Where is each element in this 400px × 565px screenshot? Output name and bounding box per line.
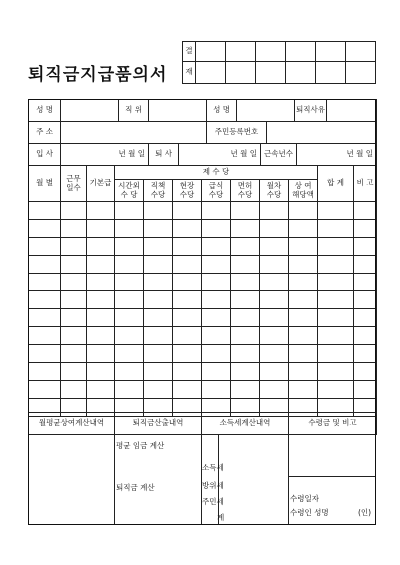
summary-header: 월평균상여계산내역 [29, 413, 115, 435]
header-workdays [61, 166, 87, 202]
avg-wage-label: 평균 임금 계산 [116, 441, 165, 450]
table-row [29, 202, 377, 220]
pay-cell[interactable] [231, 219, 260, 237]
approval-cell[interactable] [346, 42, 376, 62]
pay-cell[interactable] [61, 219, 87, 237]
pay-cell[interactable] [87, 255, 115, 273]
field-reason[interactable] [327, 100, 377, 122]
pay-cell[interactable] [260, 327, 289, 345]
pay-cell[interactable] [115, 309, 144, 327]
header-allowance [173, 180, 202, 202]
pay-cell[interactable] [289, 309, 318, 327]
pay-cell[interactable] [289, 255, 318, 273]
header-note: 비 고 [354, 166, 377, 202]
pay-cell[interactable] [318, 291, 354, 309]
header-base: 기본급 [87, 166, 115, 202]
pay-cell[interactable] [87, 202, 115, 220]
pay-cell[interactable] [87, 237, 115, 255]
tax-resident: 주민세 [202, 497, 224, 506]
pay-cell[interactable] [231, 255, 260, 273]
summary-header-table [28, 412, 377, 435]
pay-cell[interactable] [144, 291, 173, 309]
pay-cell[interactable] [318, 363, 354, 381]
header-allowance-text: 면허 수당 [237, 181, 253, 199]
header-allowance-text: 상 여 해당액 [292, 181, 314, 199]
pay-cell[interactable] [29, 309, 61, 327]
field-address[interactable] [61, 122, 207, 144]
table-row [29, 309, 377, 327]
label-address: 주 소 [29, 122, 61, 144]
pay-cell[interactable] [173, 255, 202, 273]
pay-cell[interactable] [61, 309, 87, 327]
pay-cell[interactable] [61, 327, 87, 345]
header-allowance [144, 180, 173, 202]
approval-cell[interactable] [226, 62, 256, 84]
pay-cell[interactable] [87, 219, 115, 237]
approval-cell[interactable] [316, 62, 346, 84]
pay-cell[interactable] [354, 345, 377, 363]
table-row [29, 345, 377, 363]
pay-cell[interactable] [202, 309, 231, 327]
label-reason: 퇴직사유 [295, 100, 327, 122]
pay-cell[interactable] [29, 219, 61, 237]
divider [288, 434, 289, 525]
receipt-date-label: 수령일자 [290, 494, 319, 503]
pay-cell[interactable] [87, 363, 115, 381]
address-table [28, 121, 377, 144]
header-allowance [115, 180, 144, 202]
pay-cell[interactable] [318, 255, 354, 273]
pay-cell[interactable] [173, 273, 202, 291]
pay-cell[interactable] [260, 345, 289, 363]
summary-header: 수령금 및 비고 [289, 413, 377, 435]
pay-cell[interactable] [115, 327, 144, 345]
field-position[interactable] [149, 100, 207, 122]
pay-cell[interactable] [202, 237, 231, 255]
pay-cell[interactable] [29, 202, 61, 220]
approval-cell[interactable] [226, 42, 256, 62]
dates-table [28, 143, 377, 166]
pay-cell[interactable] [260, 237, 289, 255]
seal-mark: (인) [358, 508, 372, 517]
approval-table [182, 41, 376, 84]
pay-cell[interactable] [260, 291, 289, 309]
tax-total: 계 [217, 513, 225, 522]
pay-cell[interactable] [289, 219, 318, 237]
pay-cell[interactable] [144, 273, 173, 291]
field-name[interactable] [61, 100, 119, 122]
summary-header: 퇴직금산출내역 [115, 413, 202, 435]
pay-cell[interactable] [144, 202, 173, 220]
table-row [29, 273, 377, 291]
approval-cell[interactable] [196, 62, 226, 84]
pay-cell[interactable] [29, 237, 61, 255]
pay-cell[interactable] [231, 380, 260, 398]
pay-cell[interactable] [202, 273, 231, 291]
pay-cell[interactable] [260, 219, 289, 237]
pay-cell[interactable] [318, 345, 354, 363]
label-name2: 성 명 [207, 100, 237, 122]
header-allowance-text: 월차 수당 [266, 181, 282, 199]
pay-cell[interactable] [354, 380, 377, 398]
header-allowance [231, 180, 260, 202]
approval-cell[interactable] [286, 42, 316, 62]
table-row [29, 219, 377, 237]
pay-cell[interactable] [173, 380, 202, 398]
pay-cell[interactable] [231, 327, 260, 345]
pay-cell[interactable] [260, 363, 289, 381]
label-position: 직 위 [119, 100, 149, 122]
pay-cell[interactable] [144, 345, 173, 363]
pay-table [28, 165, 377, 417]
pay-cell[interactable] [318, 219, 354, 237]
pay-cell[interactable] [87, 380, 115, 398]
pay-cell[interactable] [289, 380, 318, 398]
pay-cell[interactable] [61, 291, 87, 309]
pay-cell[interactable] [202, 327, 231, 345]
pay-cell[interactable] [61, 255, 87, 273]
pay-cell[interactable] [231, 309, 260, 327]
pay-cell[interactable] [354, 202, 377, 220]
pay-cell[interactable] [144, 237, 173, 255]
pay-cell[interactable] [354, 291, 377, 309]
approval-cell[interactable] [286, 62, 316, 84]
pay-cell[interactable] [173, 345, 202, 363]
pay-cell[interactable] [144, 327, 173, 345]
pay-cell[interactable] [115, 345, 144, 363]
table-row [29, 363, 377, 381]
pay-cell[interactable] [318, 380, 354, 398]
pay-cell[interactable] [260, 255, 289, 273]
label-years: 근속년수 [261, 144, 297, 166]
label-name: 성 명 [29, 100, 61, 122]
pay-cell[interactable] [144, 309, 173, 327]
approval-cell[interactable] [256, 42, 286, 62]
label-join: 입 사 [29, 144, 61, 166]
table-row [29, 291, 377, 309]
approval-cell[interactable] [196, 42, 226, 62]
pay-cell[interactable] [87, 345, 115, 363]
tax-defense: 방위세 [202, 481, 224, 490]
pay-cell[interactable] [289, 273, 318, 291]
pay-cell[interactable] [115, 363, 144, 381]
pay-cell[interactable] [318, 327, 354, 345]
tax-income: 소득세 [202, 463, 224, 472]
pay-cell[interactable] [289, 327, 318, 345]
field-leave-date[interactable]: 년 월 일 [179, 144, 261, 166]
pay-cell[interactable] [202, 380, 231, 398]
pay-cell[interactable] [115, 237, 144, 255]
pay-cell[interactable] [260, 309, 289, 327]
receiver-label: 수령인 성명 [290, 508, 329, 517]
table-row [29, 255, 377, 273]
pay-cell[interactable] [231, 237, 260, 255]
pay-cell[interactable] [173, 237, 202, 255]
pay-cell[interactable] [260, 273, 289, 291]
summary-body [28, 434, 376, 525]
pay-cell[interactable] [318, 202, 354, 220]
summary-header: 소득세계산내역 [202, 413, 289, 435]
pay-cell[interactable] [61, 345, 87, 363]
approval-cell[interactable] [256, 62, 286, 84]
divider [114, 434, 115, 525]
header-allowance [289, 180, 318, 202]
header-allowance-text: 급식 수당 [208, 181, 224, 199]
header-allowance-text: 현장 수당 [179, 181, 195, 199]
pay-cell[interactable] [61, 237, 87, 255]
table-row [29, 327, 377, 345]
field-rrn[interactable] [267, 122, 377, 144]
info-table [28, 99, 377, 122]
table-row [29, 380, 377, 398]
pay-cell[interactable] [354, 363, 377, 381]
approval-cell[interactable] [346, 62, 376, 84]
pay-cell[interactable] [144, 380, 173, 398]
field-join-date[interactable]: 년 월 일 [61, 144, 149, 166]
pay-cell[interactable] [354, 237, 377, 255]
header-allowance-text: 시간외 수 당 [118, 181, 140, 199]
pay-cell[interactable] [231, 363, 260, 381]
pay-cell[interactable] [354, 255, 377, 273]
pay-cell[interactable] [87, 327, 115, 345]
pay-cell[interactable] [87, 273, 115, 291]
pay-cell[interactable] [144, 255, 173, 273]
pay-cell[interactable] [318, 237, 354, 255]
document-title: 퇴직금지급품의서 [28, 65, 168, 85]
pay-cell[interactable] [144, 219, 173, 237]
pay-cell[interactable] [354, 219, 377, 237]
pay-cell[interactable] [289, 202, 318, 220]
pay-cell[interactable] [61, 380, 87, 398]
severance-calc-label: 퇴직금 계산 [116, 483, 155, 492]
pay-cell[interactable] [231, 345, 260, 363]
pay-cell[interactable] [318, 273, 354, 291]
approval-cell[interactable] [316, 42, 346, 62]
pay-cell[interactable] [144, 363, 173, 381]
pay-cell[interactable] [354, 327, 377, 345]
pay-cell[interactable] [202, 202, 231, 220]
pay-cell[interactable] [231, 202, 260, 220]
pay-cell[interactable] [87, 309, 115, 327]
field-years[interactable]: 년 월 일 [297, 144, 377, 166]
approval-label-top: 결 [183, 42, 196, 62]
pay-cell[interactable] [29, 291, 61, 309]
label-leave: 퇴 사 [149, 144, 179, 166]
pay-cell[interactable] [260, 380, 289, 398]
pay-cell[interactable] [173, 309, 202, 327]
header-month: 월 별 [29, 166, 61, 202]
divider [288, 476, 376, 477]
pay-cell[interactable] [202, 363, 231, 381]
pay-cell[interactable] [202, 219, 231, 237]
header-workdays-text: 근무 일수 [66, 174, 81, 192]
pay-cell[interactable] [29, 327, 61, 345]
pay-cell[interactable] [202, 345, 231, 363]
pay-cell[interactable] [173, 219, 202, 237]
label-rrn: 주민등록번호 [207, 122, 267, 144]
pay-cell[interactable] [61, 273, 87, 291]
pay-cell[interactable] [29, 380, 61, 398]
pay-cell[interactable] [173, 202, 202, 220]
pay-cell[interactable] [115, 380, 144, 398]
pay-cell[interactable] [29, 345, 61, 363]
pay-cell[interactable] [289, 291, 318, 309]
pay-cell[interactable] [289, 345, 318, 363]
pay-cell[interactable] [29, 255, 61, 273]
header-allowance [260, 180, 289, 202]
pay-cell[interactable] [202, 255, 231, 273]
pay-cell[interactable] [61, 202, 87, 220]
pay-cell[interactable] [231, 273, 260, 291]
pay-cell[interactable] [87, 291, 115, 309]
pay-cell[interactable] [173, 291, 202, 309]
pay-cell[interactable] [289, 363, 318, 381]
pay-cell[interactable] [61, 363, 87, 381]
pay-cell[interactable] [173, 363, 202, 381]
pay-cell[interactable] [115, 291, 144, 309]
pay-cell[interactable] [202, 291, 231, 309]
header-allowance [202, 180, 231, 202]
pay-cell[interactable] [354, 309, 377, 327]
pay-cell[interactable] [318, 309, 354, 327]
pay-cell[interactable] [231, 291, 260, 309]
pay-cell[interactable] [354, 273, 377, 291]
pay-cell[interactable] [115, 219, 144, 237]
header-allowance-group: 제 수 당 [115, 166, 318, 180]
header-allowance-text: 직책 수당 [150, 181, 166, 199]
pay-cell[interactable] [260, 202, 289, 220]
table-row [29, 237, 377, 255]
approval-label-bottom: 재 [183, 62, 196, 84]
field-name2[interactable] [237, 100, 295, 122]
pay-cell[interactable] [29, 363, 61, 381]
pay-cell[interactable] [29, 273, 61, 291]
pay-cell[interactable] [115, 255, 144, 273]
pay-cell[interactable] [115, 202, 144, 220]
pay-cell[interactable] [115, 273, 144, 291]
pay-cell[interactable] [173, 327, 202, 345]
pay-cell[interactable] [289, 237, 318, 255]
header-total: 합 계 [318, 166, 354, 202]
